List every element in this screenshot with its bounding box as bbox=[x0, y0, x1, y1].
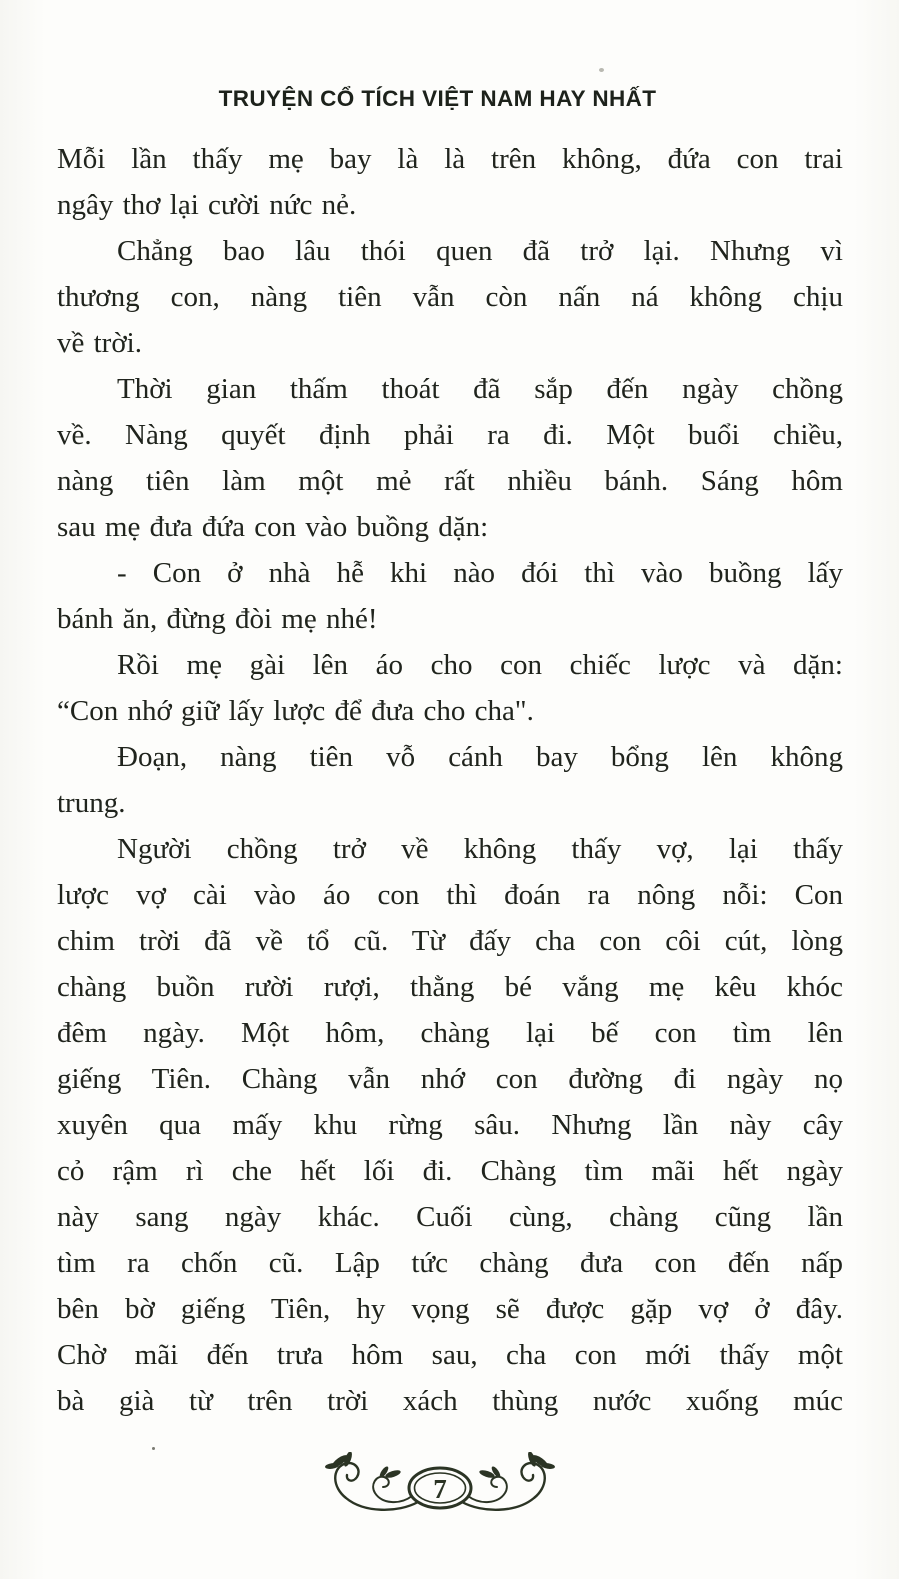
text-line: Mỗi lần thấy mẹ bay là là trên không, đứa con trai bbox=[57, 143, 843, 175]
text-line: bên bờ giếng Tiên, hy vọng sẽ được gặp vợ ở đây. bbox=[57, 1293, 843, 1325]
text-line: - Con ở nhà hễ khi nào đói thì vào buồng lấy bbox=[117, 557, 843, 589]
text-line: xuyên qua mấy khu rừng sâu. Nhưng lần này cây bbox=[57, 1109, 843, 1141]
footer-ornament bbox=[320, 1452, 560, 1527]
text-line: này sang ngày khác. Cuối cùng, chàng cũng lần bbox=[57, 1201, 843, 1233]
text-line: Thời gian thấm thoát đã sắp đến ngày chồng bbox=[117, 373, 843, 405]
text-line: Chờ mãi đến trưa hôm sau, cha con mới thấy một bbox=[57, 1339, 843, 1371]
text-line: về trời. bbox=[57, 327, 142, 359]
text-line: Rồi mẹ gài lên áo cho con chiếc lược và dặn: bbox=[117, 649, 843, 681]
text-line: thương con, nàng tiên vẫn còn nấn ná không chịu bbox=[57, 281, 843, 313]
text-line: giếng Tiên. Chàng vẫn nhớ con đường đi ngày nọ bbox=[57, 1063, 843, 1095]
text-line: về. Nàng quyết định phải ra đi. Một buổi chiều, bbox=[57, 419, 843, 451]
text-line: sau mẹ đưa đứa con vào buồng dặn: bbox=[57, 511, 489, 543]
page-footer bbox=[0, 1452, 899, 1527]
text-line: tìm ra chốn cũ. Lập tức chàng đưa con đến nấp bbox=[57, 1247, 843, 1279]
text-line: nàng tiên làm một mẻ rất nhiều bánh. Sáng hôm bbox=[57, 465, 843, 497]
flourish-right-icon bbox=[462, 1452, 555, 1510]
text-line: Đoạn, nàng tiên vỗ cánh bay bổng lên không bbox=[117, 741, 843, 773]
text-line: bánh ăn, đừng đòi mẹ nhé! bbox=[57, 603, 378, 635]
text-line: đêm ngày. Một hôm, chàng lại bế con tìm lên bbox=[57, 1017, 843, 1049]
text-line: Người chồng trở về không thấy vợ, lại thấy bbox=[117, 833, 843, 865]
running-header-title: TRUYỆN CỔ TÍCH VIỆT NAM HAY NHẤT bbox=[218, 86, 657, 111]
text-line: bà già từ trên trời xách thùng nước xuống múc bbox=[57, 1385, 843, 1417]
text-line: ngây thơ lại cười nức nẻ. bbox=[57, 189, 357, 221]
text-line: cỏ rậm rì che hết lối đi. Chàng tìm mãi hết ngày bbox=[57, 1155, 843, 1187]
scan-speck bbox=[152, 1447, 155, 1450]
text-line: chàng buồn rười rượi, thằng bé vắng mẹ kêu khóc bbox=[57, 971, 843, 1003]
text-line: lược vợ cài vào áo con thì đoán ra nông nỗi: Con bbox=[57, 879, 843, 911]
floral-flourish-icon bbox=[320, 1452, 560, 1522]
text-line: “Con nhớ giữ lấy lược để đưa cho cha". bbox=[57, 695, 534, 727]
text-line: trung. bbox=[57, 787, 126, 819]
story-text bbox=[57, 136, 843, 1424]
flourish-left-icon bbox=[324, 1452, 417, 1510]
text-line: chim trời đã về tổ cũ. Từ đấy cha con côi cút, lòng bbox=[57, 925, 843, 957]
page-number: 7 bbox=[432, 1474, 447, 1504]
text-line: Chẳng bao lâu thói quen đã trở lại. Nhưng vì bbox=[117, 235, 843, 267]
